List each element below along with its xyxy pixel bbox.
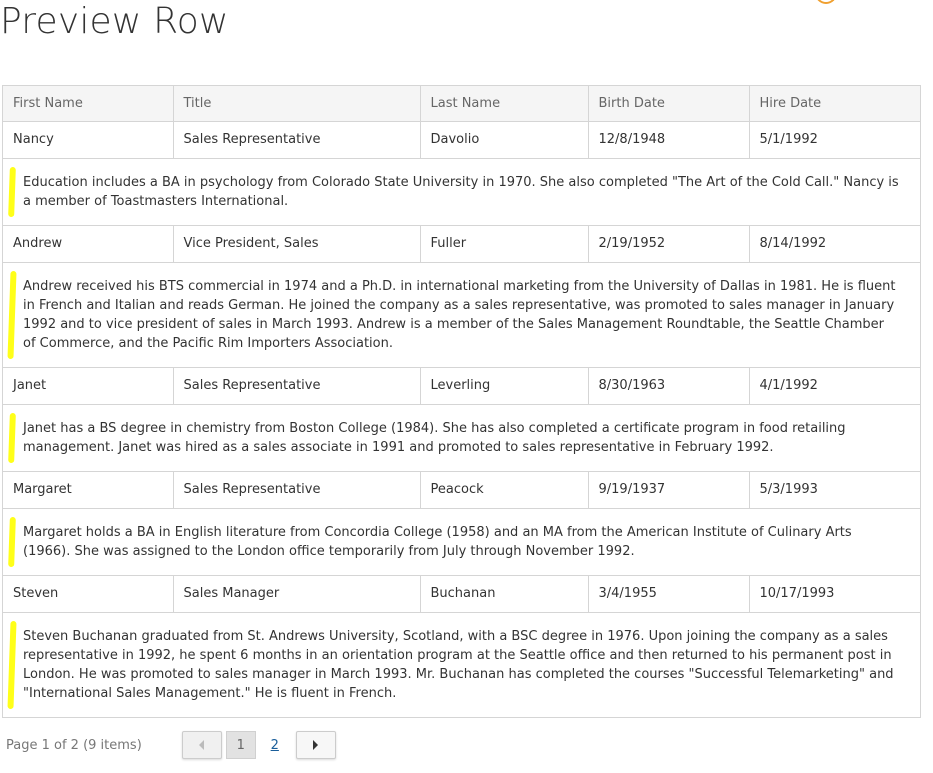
preview-text: Steven Buchanan graduated from St. Andrews University, Scotland, with a BSC degree in 1976. Upon joining the company as a sales representative in 1992, he spent 6 months in an orientation program at the Seattle office and then returned to his permanent post in London. He was promoted to sales manager in March 1993. Mr. Buchanan has completed the courses "Successful Telemarketing" and "International Sales Management." He is fluent in French. [23, 628, 894, 701]
pager [6, 730, 336, 760]
cell-last-name: Peacock [420, 471, 588, 508]
table-row[interactable] [3, 367, 920, 404]
column-header-birth-date[interactable]: Birth Date [588, 86, 749, 121]
grid-header-row [3, 86, 920, 121]
preview-text: Janet has a BS degree in chemistry from Boston College (1984). She has also completed a certificate program in food retailing management. Janet was hired as a sales associate in 1991 and promoted to sales representative in February 1992. [23, 420, 846, 455]
employees-grid [2, 85, 921, 718]
column-header-hire-date[interactable]: Hire Date [749, 86, 920, 121]
cell-title: Sales Representative [173, 121, 420, 158]
pager-info: Page 1 of 2 (9 items) [6, 737, 142, 753]
cell-title: Vice President, Sales [173, 225, 420, 262]
highlight-mark [7, 620, 16, 708]
table-row[interactable] [3, 225, 920, 262]
highlight-mark [8, 516, 16, 566]
preview-text: Education includes a BA in psychology from Colorado State University in 1970. She also completed "The Art of the Cold Call." Nancy is a member of Toastmasters International. [23, 174, 899, 209]
preview-row [3, 404, 920, 471]
preview-text: Andrew received his BTS commercial in 1974 and a Ph.D. in international marketing from the University of Dallas in 1981. He is fluent in French and Italian and reads German. He joined the company as a sales representative, was promoted to sales manager in January 1992 and to vice president of sales in March 1993. Andrew is a member of the Sales Management Roundtable, the Seattle Chamber of Commerce, and the Pacific Rim Importers Association. [23, 278, 896, 351]
cell-last-name: Fuller [420, 225, 588, 262]
cell-birth-date: 9/19/1937 [588, 471, 749, 508]
highlight-mark [7, 270, 16, 358]
cell-hire-date: 4/1/1992 [749, 367, 920, 404]
cell-hire-date: 5/1/1992 [749, 121, 920, 158]
cell-first-name: Janet [3, 367, 173, 404]
user-icon[interactable] [815, 0, 837, 4]
cell-title: Sales Representative [173, 367, 420, 404]
preview-row [3, 262, 920, 367]
preview-row [3, 612, 920, 717]
highlight-mark [8, 166, 16, 216]
cell-last-name: Davolio [420, 121, 588, 158]
chevron-left-icon [199, 740, 204, 750]
cell-first-name: Nancy [3, 121, 173, 158]
column-header-last-name[interactable]: Last Name [420, 86, 588, 121]
cell-hire-date: 5/3/1993 [749, 471, 920, 508]
cell-birth-date: 12/8/1948 [588, 121, 749, 158]
column-header-title[interactable]: Title [173, 86, 420, 121]
table-row[interactable] [3, 471, 920, 508]
prev-page-button[interactable] [182, 731, 222, 759]
preview-row [3, 158, 920, 225]
page-title: Preview Row [0, 1, 229, 42]
cell-title: Sales Manager [173, 575, 420, 612]
cell-hire-date: 10/17/1993 [749, 575, 920, 612]
table-row[interactable] [3, 121, 920, 158]
preview-row [3, 508, 920, 575]
cell-birth-date: 3/4/1955 [588, 575, 749, 612]
page-1-button[interactable]: 1 [226, 731, 256, 759]
cell-title: Sales Representative [173, 471, 420, 508]
cell-last-name: Buchanan [420, 575, 588, 612]
cell-birth-date: 2/19/1952 [588, 225, 749, 262]
cell-first-name: Andrew [3, 225, 173, 262]
next-page-button[interactable] [296, 731, 336, 759]
table-row[interactable] [3, 575, 920, 612]
page-2-link[interactable]: 2 [270, 737, 279, 753]
preview-text: Margaret holds a BA in English literature from Concordia College (1958) and an MA from the American Institute of Culinary Arts (1966). She was assigned to the London office temporarily from July through November 1992. [23, 524, 852, 559]
column-header-first-name[interactable]: First Name [3, 86, 173, 121]
cell-hire-date: 8/14/1992 [749, 225, 920, 262]
chevron-right-icon [313, 740, 318, 750]
cell-first-name: Steven [3, 575, 173, 612]
highlight-mark [8, 412, 16, 462]
cell-birth-date: 8/30/1963 [588, 367, 749, 404]
cell-last-name: Leverling [420, 367, 588, 404]
cell-first-name: Margaret [3, 471, 173, 508]
